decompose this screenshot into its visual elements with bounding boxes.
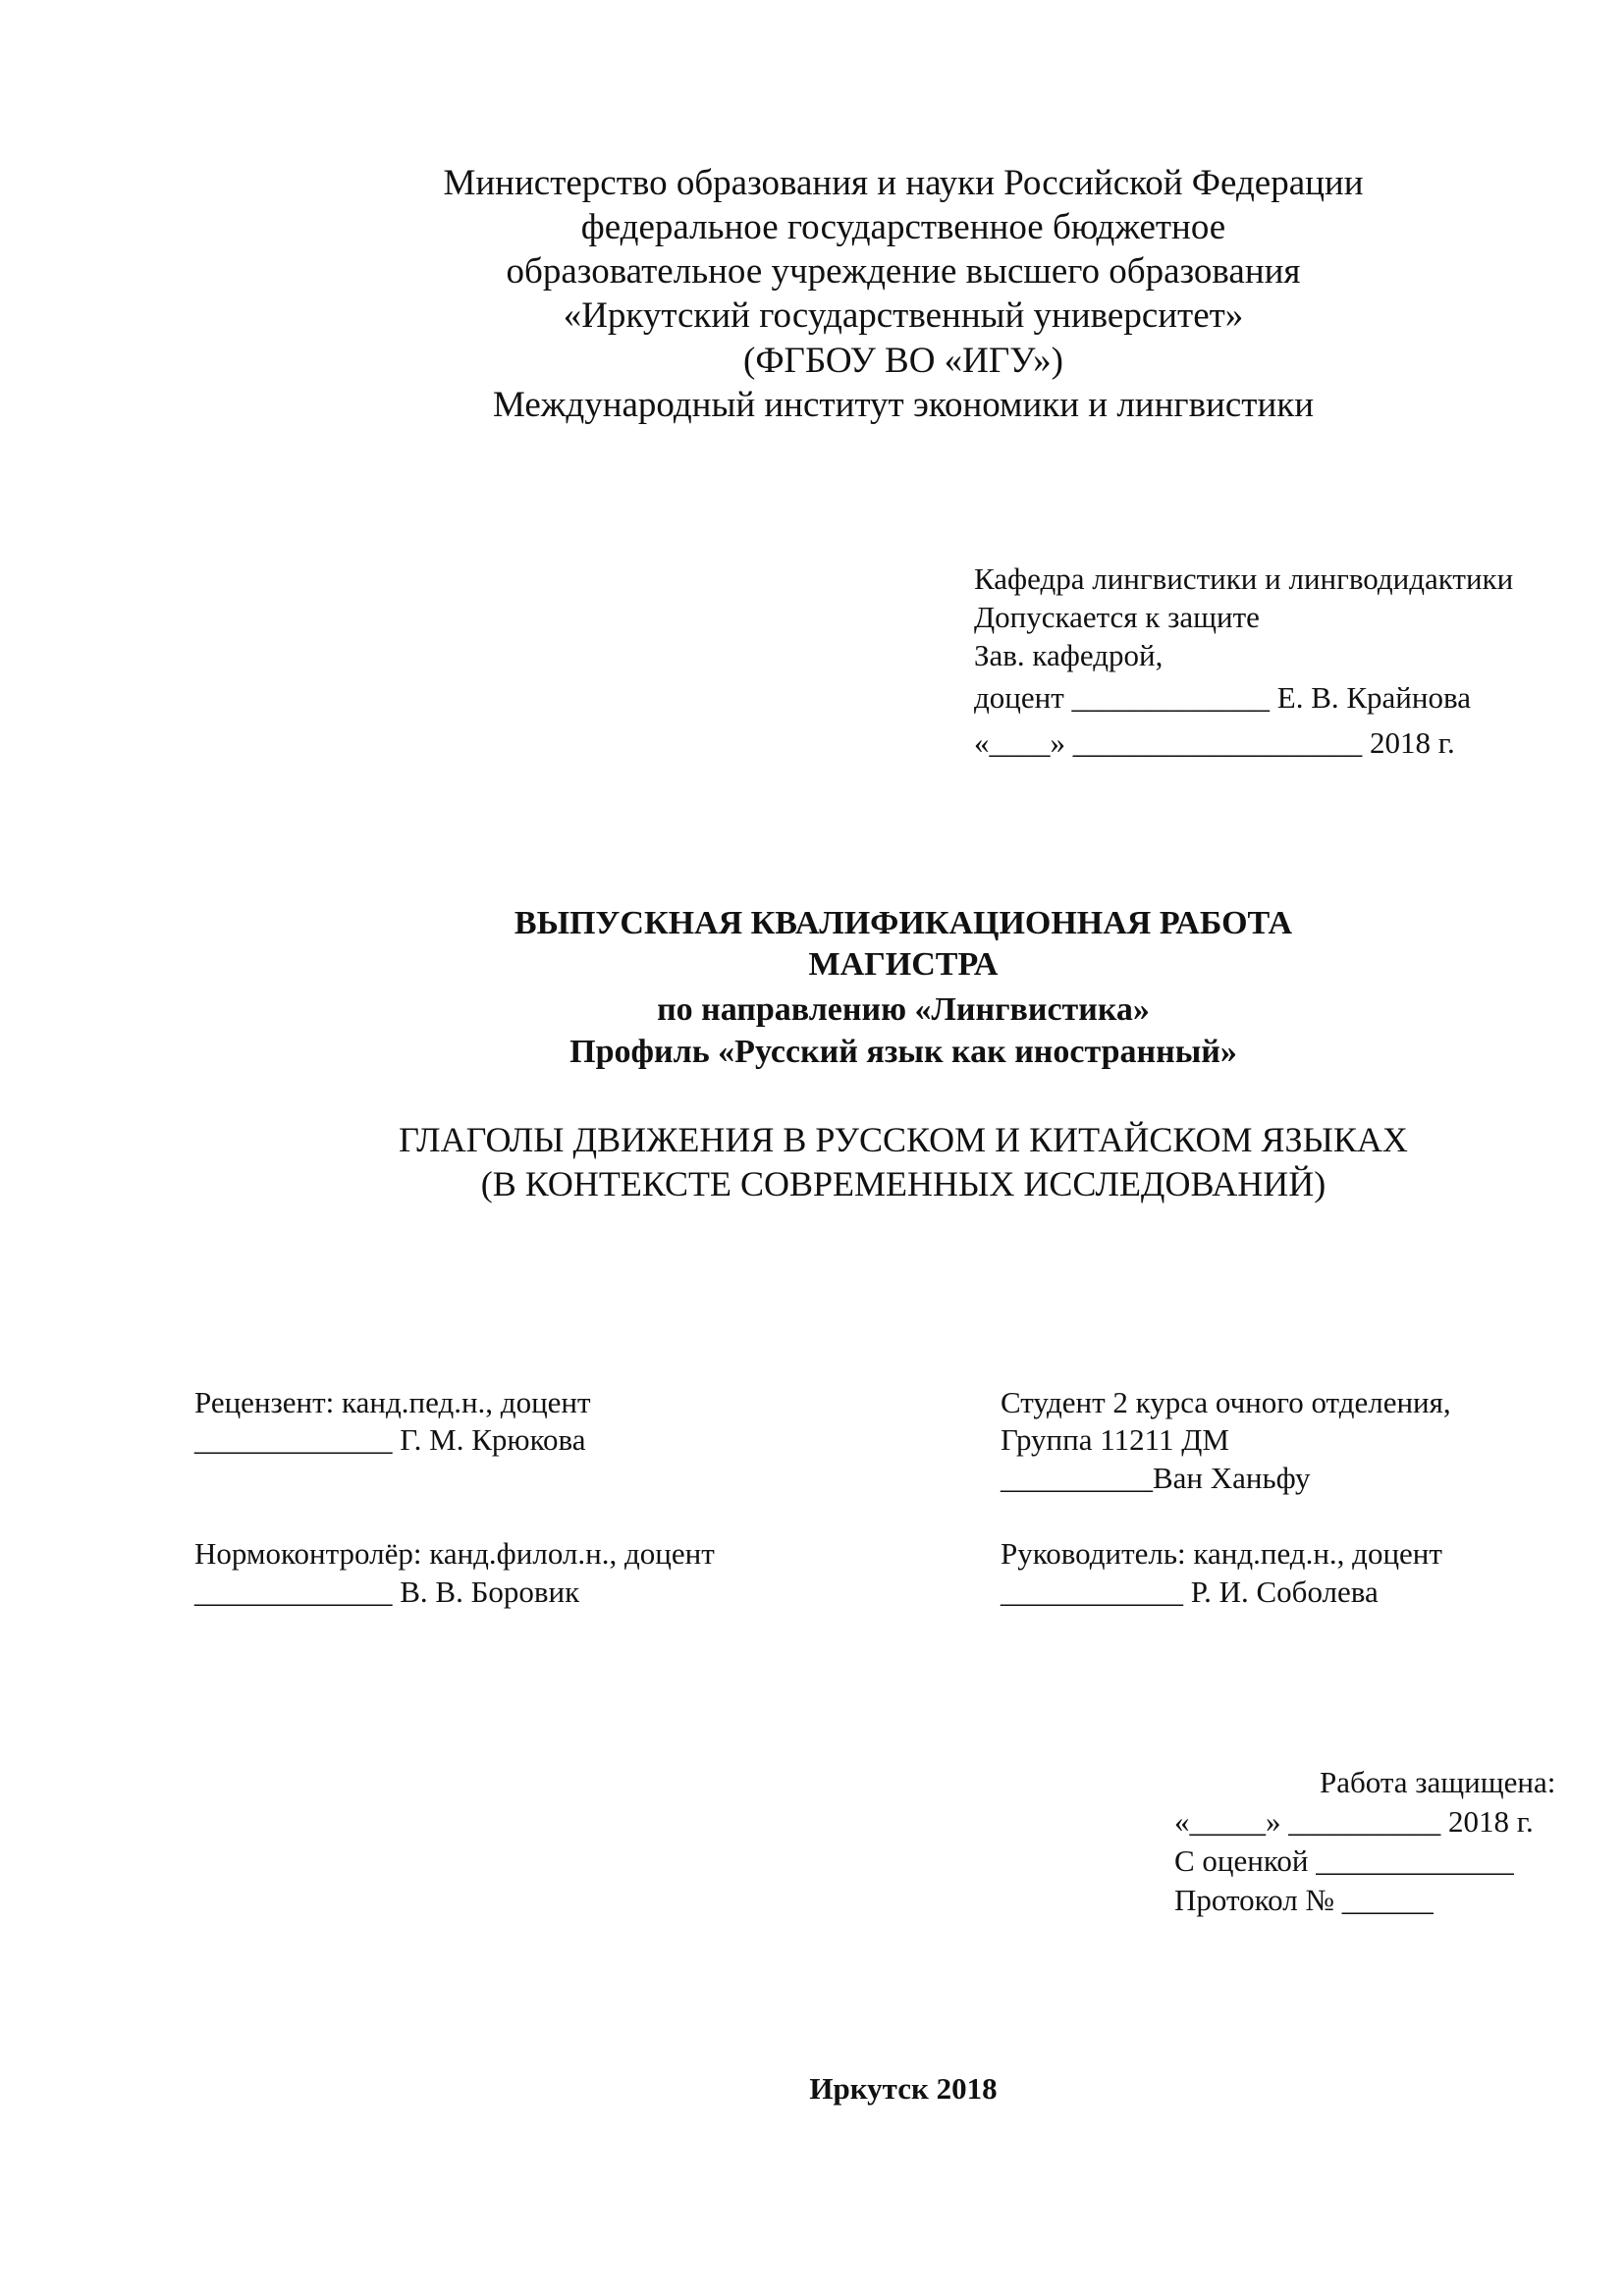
work-title-line: ВЫПУСКНАЯ КВАЛИФИКАЦИОННАЯ РАБОТА [514,905,1293,941]
city-year: Иркутск 2018 [809,2071,998,2106]
work-title-line: Профиль «Русский язык как иностранный» [569,1034,1237,1070]
department-line: «____» ___________________ 2018 г. [974,725,1455,760]
student-course: Студент 2 курса очного отделения, [1001,1385,1451,1419]
defense-status: Работа защищена: [1320,1765,1556,1799]
header-line: федеральное государственное бюджетное [580,207,1226,247]
header-line: (ФГБОУ ВО «ИГУ») [743,341,1063,381]
supervisor-signature: ____________ Р. И. Соболева [1001,1575,1379,1609]
supervisor-title: Руководитель: канд.пед.н., доцент [1001,1536,1442,1571]
reviewer-signature: _____________ Г. М. Крюкова [194,1422,586,1457]
student-signature: __________Ван Ханьфу [1001,1461,1311,1495]
defense-grade: С оценкой _____________ [1174,1843,1514,1878]
header-line: Министерство образования и науки Российской Федерации [443,163,1364,203]
student-group: Группа 11211 ДМ [1001,1422,1229,1457]
defense-protocol: Протокол № ______ [1174,1883,1434,1917]
normcontroller-title: Нормоконтролёр: канд.филол.н., доцент [194,1536,715,1571]
topic-line: (В КОНТЕКСТЕ СОВРЕМЕННЫХ ИССЛЕДОВАНИЙ) [480,1164,1326,1203]
department-line: доцент _____________ Е. В. Крайнова [974,680,1471,715]
header-line: Международный институт экономики и лингвистики [492,385,1315,425]
work-title-line: МАГИСТРА [808,946,999,983]
work-title-line: по направлению «Лингвистика» [657,991,1150,1028]
reviewer-title: Рецензент: канд.пед.н., доцент [194,1385,591,1419]
header-line: «Иркутский государственный университет» [563,295,1244,336]
department-line: Кафедра лингвистики и лингводидактики [974,561,1514,596]
normcontroller-signature: _____________ В. В. Боровик [194,1575,580,1609]
department-line: Допускается к защите [974,600,1260,634]
department-line: Зав. кафедрой, [974,638,1164,672]
topic-line: ГЛАГОЛЫ ДВИЖЕНИЯ В РУССКОМ И КИТАЙСКОМ ЯЗЫКАХ [399,1120,1408,1159]
header-line: образовательное учреждение высшего образования [506,251,1301,292]
defense-date: «_____» __________ 2018 г. [1174,1804,1534,1839]
